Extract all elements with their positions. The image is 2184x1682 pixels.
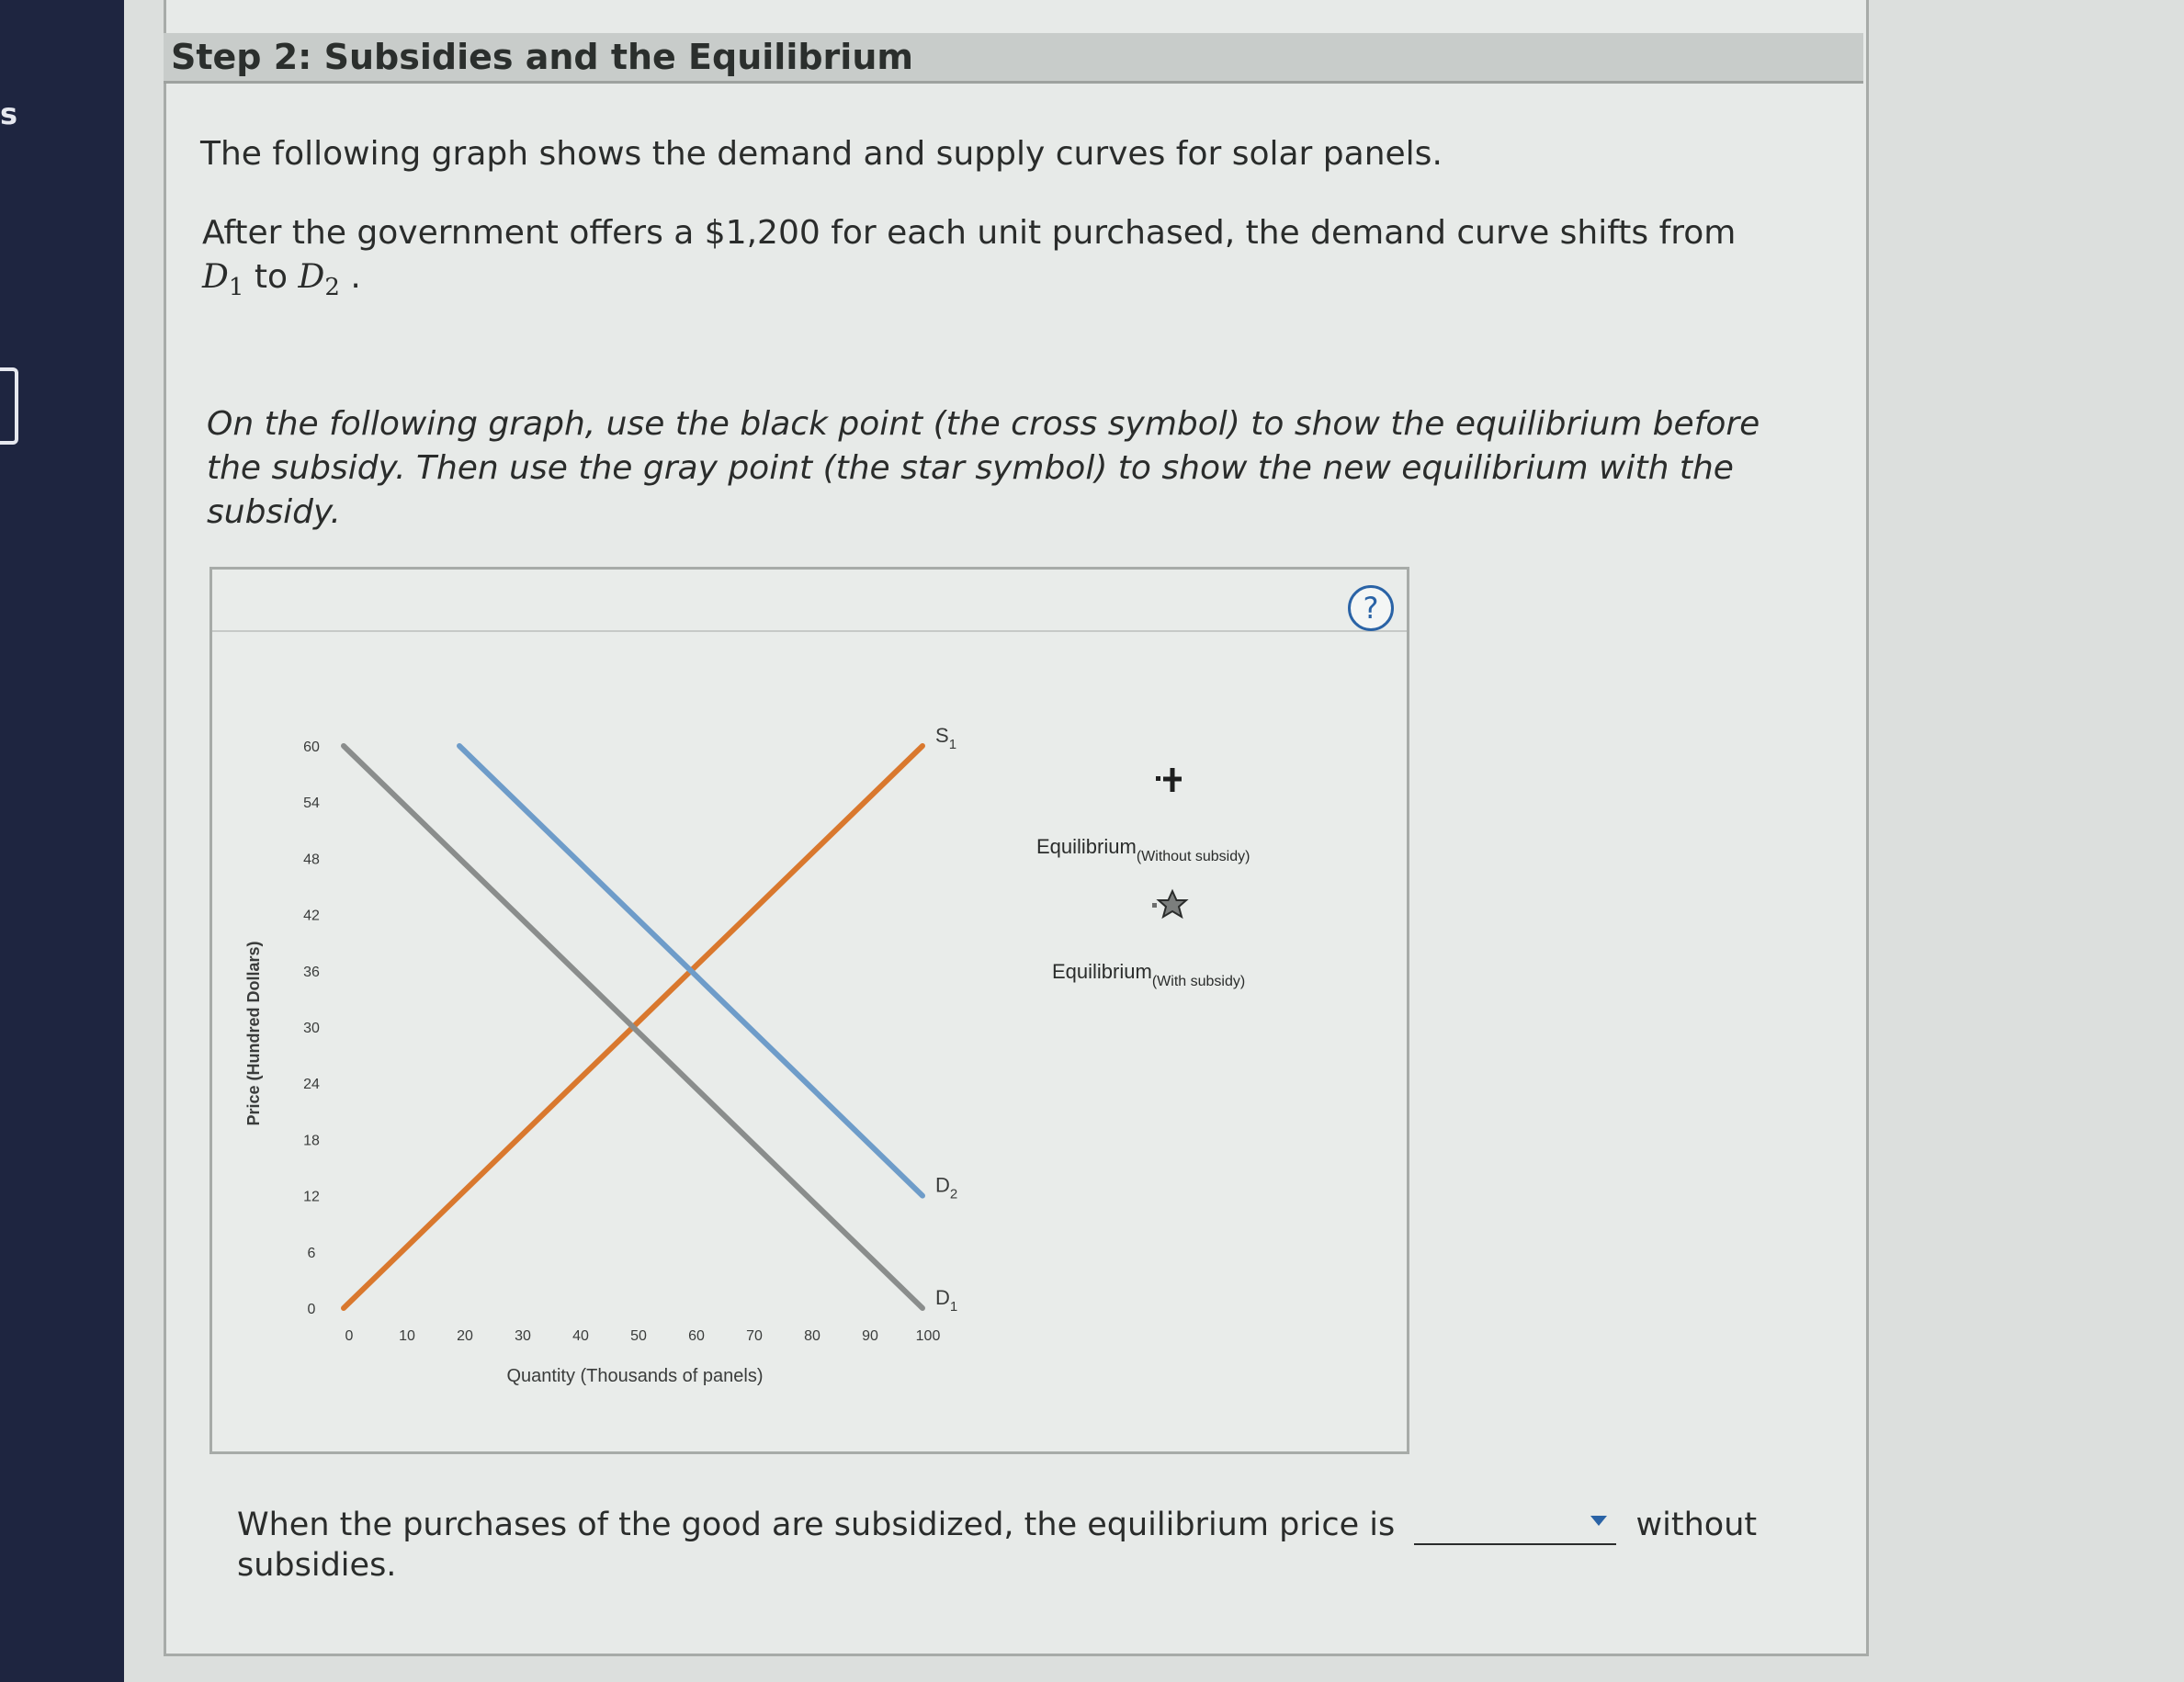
star-point-label: Equilibrium$_{(With subsidy)}$ bbox=[1052, 960, 1246, 989]
x-tick-label: 40 bbox=[572, 1328, 589, 1344]
y-tick-label: 60 bbox=[303, 739, 320, 755]
chevron-down-icon bbox=[1590, 1516, 1607, 1526]
instructions-line-3: subsidy. bbox=[207, 493, 341, 531]
y-tick-label: 6 bbox=[307, 1245, 316, 1261]
cross-point-tool[interactable] bbox=[1156, 768, 1182, 792]
star-point-tool[interactable] bbox=[1152, 891, 1186, 917]
intro-line-2 bbox=[202, 211, 1819, 310]
x-tick-label: 30 bbox=[515, 1328, 531, 1344]
graph-canvas[interactable] bbox=[212, 570, 1407, 1451]
instructions-line-1: On the following graph, use the black point (the cross symbol) to show the equilibrium before bbox=[207, 405, 1760, 443]
y-tick-label: 30 bbox=[303, 1021, 320, 1036]
answer-text-line-2: subsidies. bbox=[237, 1547, 397, 1584]
y-tick-label: 24 bbox=[303, 1077, 320, 1093]
star-icon bbox=[1159, 891, 1186, 917]
x-tick-label: 20 bbox=[457, 1328, 473, 1344]
x-tick-label: 80 bbox=[804, 1328, 820, 1344]
x-tick-label: 100 bbox=[915, 1328, 941, 1344]
curve-label-d2: $D_2$ bbox=[935, 1173, 958, 1202]
y-tick-label: 54 bbox=[303, 796, 320, 812]
y-tick-label: 12 bbox=[303, 1189, 320, 1205]
step-header bbox=[164, 33, 1863, 84]
y-axis-label: Price (Hundred Dollars) bbox=[244, 941, 263, 1126]
d1-symbol: $D_1$ bbox=[202, 258, 244, 302]
y-tick-label: 18 bbox=[303, 1133, 320, 1149]
star-handle-dot bbox=[1152, 903, 1157, 908]
help-icon[interactable]: ? bbox=[1348, 585, 1394, 631]
intro-text: After the government offers a $1,200 for each unit purchased, the demand curve shifts from bbox=[202, 214, 1737, 252]
y-tick-label: 36 bbox=[303, 964, 320, 980]
answer-text-before: When the purchases of the good are subsidized, the equilibrium price is bbox=[237, 1507, 1396, 1543]
sidebar-letter: s bbox=[0, 96, 18, 131]
x-tick-label: 90 bbox=[862, 1328, 878, 1344]
left-sidebar-strip bbox=[0, 0, 124, 1682]
x-axis-label: Quantity (Thousands of panels) bbox=[506, 1366, 764, 1386]
x-tick-label: 10 bbox=[399, 1328, 415, 1344]
curve-label-d1: $D_1$ bbox=[935, 1286, 958, 1315]
graph-tool[interactable] bbox=[209, 567, 1409, 1454]
instructions-line-2: the subsidy. Then use the gray point (the star symbol) to show the new equilibrium with the bbox=[207, 449, 1734, 487]
intro-line-1: The following graph shows the demand and supply curves for solar panels. bbox=[200, 135, 1443, 173]
x-tick-label: 70 bbox=[746, 1328, 763, 1344]
x-tick-label: 0 bbox=[345, 1328, 354, 1344]
curve-label-s1: $S_1$ bbox=[935, 724, 957, 752]
d2-symbol: $D_2$ bbox=[298, 258, 340, 302]
equilibrium-price-dropdown[interactable] bbox=[1414, 1507, 1616, 1545]
to-word: to bbox=[254, 258, 289, 296]
y-tick-label: 48 bbox=[303, 852, 320, 868]
intro-period: . bbox=[350, 258, 361, 296]
sidebar-tab-marker[interactable] bbox=[0, 367, 18, 445]
x-tick-label: 50 bbox=[630, 1328, 647, 1344]
x-tick-label: 60 bbox=[688, 1328, 705, 1344]
step-title: Step 2: Subsidies and the Equilibrium bbox=[171, 37, 913, 77]
y-tick-label: 0 bbox=[307, 1302, 316, 1317]
cross-point-label: Equilibrium$_{(Without subsidy)}$ bbox=[1036, 835, 1250, 864]
cross-handle-dot bbox=[1156, 776, 1160, 781]
answer-sentence bbox=[237, 1505, 1799, 1586]
y-tick-label: 42 bbox=[303, 908, 320, 924]
answer-text-after: without bbox=[1635, 1507, 1758, 1543]
